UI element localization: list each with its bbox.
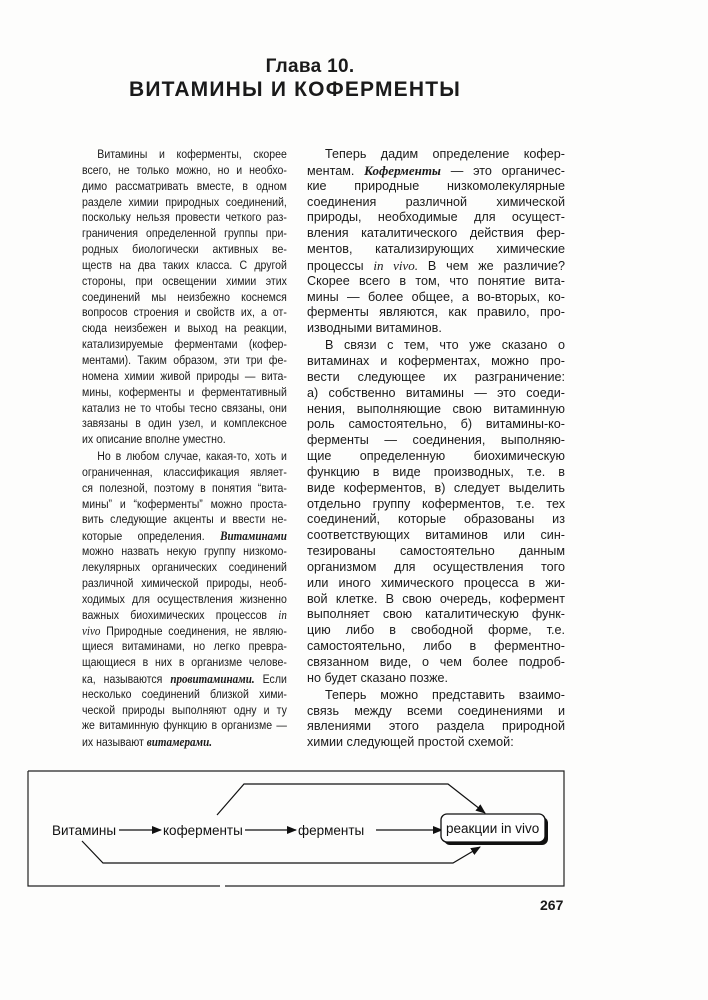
text-line: виде коферментов, в) следует выделить	[307, 480, 565, 495]
text-line: лекулярных органических соединений	[82, 559, 287, 574]
text-line: поскольку нельзя провести четкого раз-	[82, 210, 287, 225]
text-line: ходимых для осуществления жизненно	[82, 591, 287, 606]
text-line: катализируемые ферментами (кофер-	[82, 337, 287, 352]
text-segment: которые определения.	[82, 529, 221, 544]
text-line: витаминах и коферментах, можно про-	[307, 353, 565, 368]
text-line: мины — более общее, а во-вторых, ко-	[307, 289, 565, 304]
arrow-coenzymes-to-reactions	[217, 784, 485, 815]
emphasized-term: Витаминами	[220, 528, 287, 544]
node-enzymes: ферменты	[298, 823, 365, 838]
text-line: же витаминную функцию в организме —	[82, 718, 287, 733]
text-line: соединения различной химической	[307, 194, 565, 209]
text-line: димо рассматривать вместе, в одном	[82, 178, 287, 193]
text-line: ся полезной, поэтому в понятия “вита-	[82, 480, 287, 495]
text-line: различной химической природы, необ-	[82, 575, 287, 590]
text-line: их описание вполне уместно.	[82, 432, 226, 447]
text-line: несколько соединений близкой хими-	[82, 686, 287, 701]
text-line: связь между всеми соединениями и	[307, 703, 565, 718]
text-line: выполняет свою каталитическую функ-	[307, 607, 565, 622]
text-line: вопросов строения и свойств их, а от-	[82, 305, 287, 320]
text-line: химии следующей простой схемой:	[307, 735, 514, 750]
text-line: отдельно группу коферментов, т.е. тех	[307, 496, 565, 511]
text-line: связанном виде, о чем более подроб-	[307, 655, 565, 669]
text-line: вления каталитического действия фер-	[307, 226, 565, 241]
arrow-vitamins-to-reactions	[82, 841, 480, 863]
text-segment: ка, называются	[82, 671, 171, 686]
text-line: завязаны в один узел, и комплексное	[82, 416, 287, 431]
text-segment: важных биохимических процессов	[82, 608, 279, 623]
text-line: сюда неизбежен и выход на реакции,	[82, 321, 287, 336]
text-line: Теперь дадим определение кофер-	[325, 147, 565, 161]
text-line: стороны, при освещении химии этих	[82, 273, 287, 288]
latin-phrase: in	[278, 607, 287, 623]
node-vitamins: Витамины	[52, 823, 117, 838]
text-line: ферменты — соединения, выполняю-	[307, 433, 565, 448]
text-line: нения, выполняющие свою витаминную	[307, 401, 565, 416]
text-line: ограниченная, классификация являет-	[82, 464, 287, 479]
text-line: Теперь можно представить взаимо-	[325, 687, 565, 702]
emphasized-term: провитаминами.	[170, 670, 255, 686]
text-line: соединений мы неизбежно коснемся	[82, 289, 287, 304]
text-line: изводными витаминов.	[307, 321, 442, 336]
text-line: всего, не только можно, но и необхо-	[82, 162, 287, 177]
text-line: Но в любом случае, какая-то, хоть и	[97, 449, 287, 464]
text-line: организмом для осуществления того	[307, 559, 565, 574]
node-coenzymes: коферменты	[163, 823, 243, 838]
text-segment: их называют	[82, 735, 147, 750]
text-line: Витамины и коферменты, скорее	[97, 147, 287, 161]
text-line: ческой природы выполняют одну и ту	[82, 702, 287, 717]
text-line: соответствующих витаминов или син-	[307, 528, 565, 543]
text-line: или иного химического процесса в жи-	[307, 575, 565, 590]
text-line: В связи с тем, что уже сказано о	[325, 338, 565, 353]
latin-phrase: vivo	[82, 623, 101, 639]
text-line: ферменты являются, как правило, про-	[307, 305, 565, 320]
text-line: щиеся витаминами, но легко превра-	[82, 639, 287, 654]
chapter-title: ВИТАМИНЫ И КОФЕРМЕНТЫ	[128, 78, 462, 101]
text-line: щающиеся в них в организме челове-	[82, 655, 287, 669]
text-segment: — это органичес-	[440, 163, 565, 178]
text-line: явлениями этого раздела природной	[307, 719, 565, 734]
text-segment: ментам.	[307, 163, 365, 178]
emphasized-term: Коферменты	[364, 162, 441, 178]
text-line: граничения определенной группы при-	[82, 226, 287, 241]
text-line: природы, необходимые для осущест-	[307, 210, 565, 225]
text-line: катализ не то чтобы тесно связаны, они	[82, 400, 287, 415]
text-line: щие определенную биохимическую	[307, 449, 565, 464]
text-line: цию либо в свободной форме, т.е.	[307, 623, 565, 638]
text-line: родных биологически активных ве-	[82, 242, 287, 257]
latin-phrase: in vivo.	[373, 257, 419, 273]
text-line: а) собственно витамины — это соеди-	[307, 385, 565, 400]
text-line: разделе химии природных соединений,	[82, 194, 287, 209]
text-line: вой клетке. В свою очередь, кофермент	[307, 591, 565, 606]
text-line: вить следующие акценты и ввести не-	[82, 512, 287, 527]
text-segment: Если	[254, 671, 287, 686]
page-number: 267	[540, 897, 564, 913]
text-line: номена химии живой природы — вита-	[82, 368, 287, 383]
text-line: мины” и “коферменты” можно проста-	[82, 496, 287, 511]
text-line: кие природные низкомолекулярные	[307, 178, 565, 193]
chapter-number: Глава 10.	[265, 56, 355, 77]
text-line: ментами). Таким образом, эти три фе-	[82, 352, 287, 367]
text-line: можно назвать некую группу низкомо-	[82, 544, 287, 559]
text-line: роль самостоятельно, б) витамины-ко-	[307, 417, 565, 432]
text-line: тезированы самостоятельно данным	[307, 544, 565, 559]
text-segment: процессы	[307, 258, 374, 273]
text-line: соединений, которые образованы из	[307, 512, 565, 527]
text-line: ментов, катализирующих химические	[307, 242, 565, 257]
text-segment: Природные соединения, не являю-	[100, 624, 287, 639]
text-line: мины, коферменты и ферментативный	[82, 384, 287, 399]
text-line: Скорее всего в том, что понятие вита-	[307, 273, 565, 288]
text-line: вести следующее их разграничение:	[307, 369, 565, 384]
text-segment: В чем же различие?	[418, 258, 565, 273]
text-line: самостоятельно, либо в ферментно-	[307, 639, 565, 654]
node-reactions-in-vivo: реакции in vivo	[446, 821, 540, 836]
text-line: но будет сказано позже.	[307, 670, 449, 685]
text-line: функцию в виде производных, т.е. в	[307, 464, 565, 479]
text-line: ществ на два таких класса. С другой	[82, 257, 287, 272]
emphasized-term: витамерами.	[146, 734, 212, 750]
